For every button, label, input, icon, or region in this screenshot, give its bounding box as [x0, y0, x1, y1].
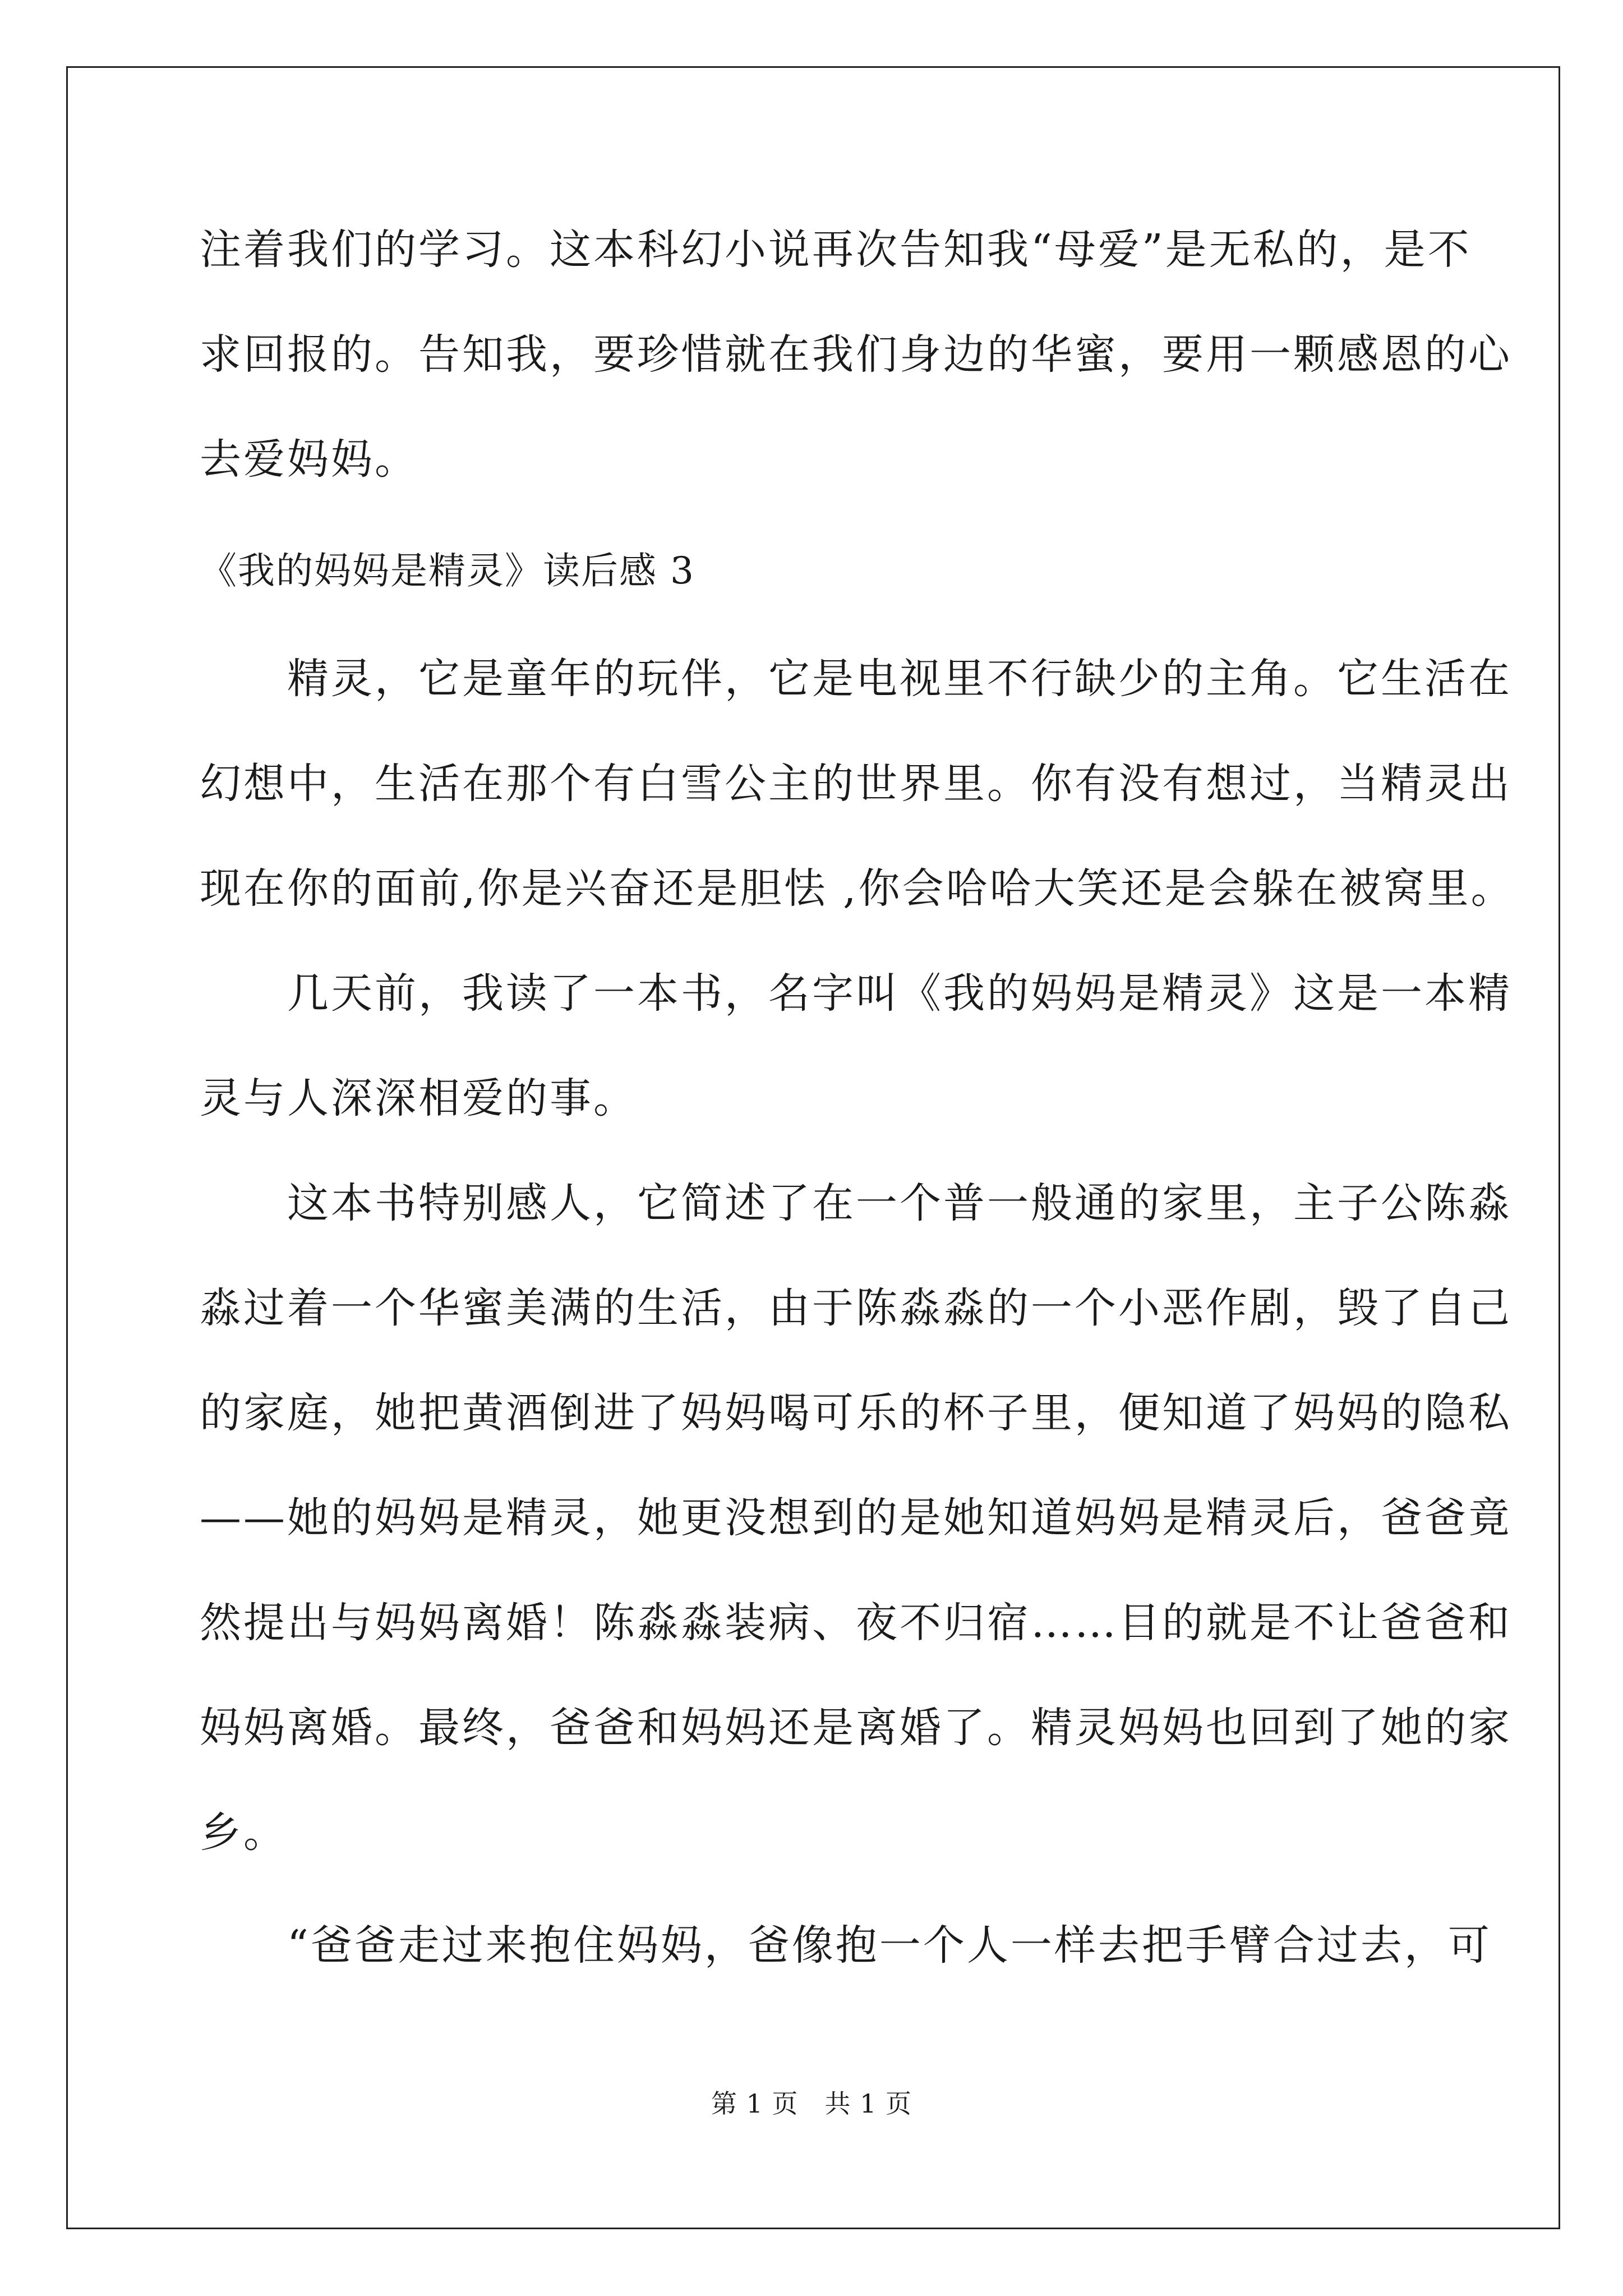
- text-line: 淼过着一个华蜜美满的生活，由于陈淼淼的一个小恶作剧，毁了自己: [200, 1284, 1512, 1332]
- text-line: 注着我们的学习。这本科幻小说再次告知我“母爱”是无私的，是不: [200, 226, 1472, 274]
- page-border: [66, 66, 1560, 2229]
- section-heading: 《我的妈妈是精灵》读后感 3: [200, 549, 695, 592]
- text-line: 灵与人深深相爱的事。: [200, 1074, 637, 1122]
- page-number-footer: 第 1 页 共 1 页: [711, 2088, 912, 2119]
- paragraph-first-line: 这本书特别感人，它简述了在一个普一般通的家里，主子公陈淼: [200, 1179, 1512, 1227]
- text-line: 乡。: [200, 1809, 287, 1857]
- text-line: 现在你的面前,你是兴奋还是胆怯 ,你会哈哈大笑还是会躲在被窝里。: [200, 864, 1515, 913]
- text-line: 去爱妈妈。: [200, 435, 418, 484]
- text-line: ——她的妈妈是精灵，她更没想到的是她知道妈妈是精灵后，爸爸竟: [200, 1494, 1512, 1542]
- text-line: 求回报的。告知我，要珍惜就在我们身边的华蜜，要用一颗感恩的心: [200, 330, 1512, 379]
- paragraph-first-line: 几天前，我读了一本书，名字叫《我的妈妈是精灵》这是一本精: [200, 969, 1512, 1018]
- text-line: 然提出与妈妈离婚！陈淼淼装病、夜不归宿……目的就是不让爸爸和: [200, 1599, 1512, 1647]
- paragraph-first-line: “爸爸走过来抱住妈妈，爸像抱一个人一样去把手臂合过去，可: [200, 1921, 1492, 1970]
- paragraph-first-line: 精灵，它是童年的玩伴，它是电视里不行缺少的主角。它生活在: [200, 655, 1512, 703]
- text-line: 的家庭，她把黄酒倒进了妈妈喝可乐的杯子里，便知道了妈妈的隐私: [200, 1389, 1512, 1437]
- text-line: 幻想中，生活在那个有白雪公主的世界里。你有没有想过，当精灵出: [200, 760, 1512, 808]
- text-line: 妈妈离婚。最终，爸爸和妈妈还是离婚了。精灵妈妈也回到了她的家: [200, 1704, 1512, 1752]
